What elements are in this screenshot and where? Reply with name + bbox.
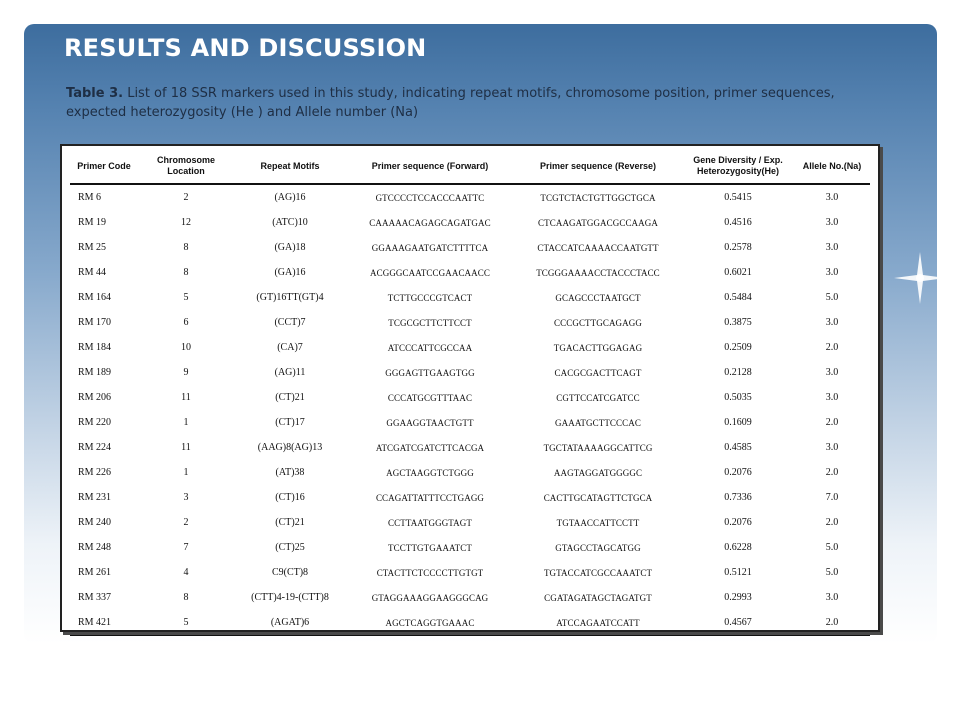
forward-primer-cell: ACGGGCAATCCGAACAACC [370,267,490,278]
repeat-motif-cell: (CT)17 [275,417,305,428]
heterozygosity-cell: 0.2993 [724,592,752,603]
reverse-primer-cell: CGTTCCATCGATCC [556,392,640,403]
allele-number-cell: 3.0 [825,267,839,278]
primer-code-cell: RM 206 [78,392,112,403]
primer-code-cell: RM 224 [78,442,112,453]
forward-primer-cell: GTAGGAAAGGAAGGGCAG [371,592,489,603]
table-header-row [70,149,870,184]
primer-code-cell: RM 337 [78,592,112,603]
heterozygosity-cell: 0.2578 [724,242,752,253]
forward-primer-cell: AGCTCAGGTGAAAC [346,610,514,636]
chromosome-cell: 5 [138,610,234,636]
chromosome-cell: 10 [181,342,191,353]
reverse-primer-cell: TGTACCATCGCCAAATCT [543,567,653,578]
forward-primer-cell: CCCATGCGTTTAAC [387,392,473,403]
repeat-motif-cell: (ATC)10 [272,217,308,228]
repeat-motif-cell: (CA)7 [277,342,303,353]
repeat-motif-cell: (GA)16 [274,267,306,278]
reverse-primer-cell: CTACCATCAAAACCAATGTT [537,242,659,253]
caption-label: Table 3. [66,86,124,101]
primer-code-cell: RM 189 [78,367,112,378]
primer-code-cell: RM 19 [78,217,107,228]
allele-number-cell: 2.0 [825,417,839,428]
header-chromosome-location: Chromosome Location [138,149,234,184]
header-gene-diversity: Gene Diversity / Exp. Heterozygosity(He) [682,149,794,184]
primer-code-cell: RM 231 [78,492,112,503]
table-row [70,260,870,285]
forward-primer-cell: GTCCCCTCCACCCAATTC [375,192,485,203]
allele-number-cell: 3.0 [825,217,839,228]
forward-primer-cell: TCGCGCTTCTTCCT [388,317,472,328]
reverse-primer-cell: CGATAGATAGCTAGATGT [544,592,652,603]
heterozygosity-cell: 0.4585 [724,442,752,453]
primer-code-cell: RM 248 [78,542,112,553]
chromosome-cell: 7 [183,542,189,553]
repeat-motif-cell: (CT)21 [275,392,305,403]
heterozygosity-cell: 0.2128 [724,367,752,378]
primer-code-cell: RM 44 [78,267,107,278]
allele-number-cell: 2.0 [825,517,839,528]
forward-primer-cell: GGAAGGTAACTGTT [386,417,474,428]
repeat-motif-cell: (GA)18 [274,242,306,253]
forward-primer-cell: TCCTTGTGAAATCT [388,542,472,553]
primer-code-cell: RM 261 [78,567,112,578]
primer-code-cell: RM 220 [78,417,112,428]
allele-number-cell: 3.0 [825,192,839,203]
table-row [70,184,870,210]
primer-code-cell: RM 25 [78,242,107,253]
chromosome-cell: 11 [181,392,191,403]
sparkle-icon [890,248,950,308]
caption-text: List of 18 SSR markers used in this study, indicating repeat motifs, chromosome position, primer sequences, expected heterozygosity (He ) and Allele number (Na) [66,86,835,120]
heterozygosity-cell: 0.1609 [724,417,752,428]
reverse-primer-cell: CACGCGACTTCAGT [554,367,642,378]
chromosome-cell: 9 [183,367,189,378]
allele-number-cell: 7.0 [825,492,839,503]
chromosome-cell: 5 [183,292,189,303]
table-row [70,510,870,535]
reverse-primer-cell: TGACACTTGGAGAG [553,342,643,353]
allele-number-cell: 5.0 [825,567,839,578]
forward-primer-cell: AGCTAAGGTCTGGG [386,467,474,478]
chromosome-cell: 8 [183,242,189,253]
heterozygosity-cell: 0.6228 [724,542,752,553]
reverse-primer-cell: GTAGCCTAGCATGG [555,542,641,553]
reverse-primer-cell: CCCGCTTGCAGAGG [554,317,642,328]
forward-primer-cell: ATCGATCGATCTTCACGA [375,442,485,453]
primer-code-cell: RM 184 [78,342,112,353]
table-row [70,585,870,610]
heterozygosity-cell: 0.2076 [724,517,752,528]
table-row [70,560,870,585]
repeat-motif-cell: (CT)21 [275,517,305,528]
heterozygosity-cell: 0.2509 [724,342,752,353]
table-row [70,610,870,636]
forward-primer-cell: GGGAGTTGAAGTGG [385,367,475,378]
table-row [70,310,870,335]
heterozygosity-cell: 0.4567 [682,610,794,636]
heterozygosity-cell: 0.5121 [724,567,752,578]
chromosome-cell: 8 [183,267,189,278]
reverse-primer-cell: CTCAAGATGGACGCCAAGA [538,217,658,228]
primer-code-cell: RM 226 [78,467,112,478]
slide-title: RESULTS AND DISCUSSION [64,34,427,62]
table-row [70,460,870,485]
allele-number-cell: 3.0 [825,592,839,603]
repeat-motif-cell: (AGAT)6 [234,610,346,636]
table-row [70,410,870,435]
heterozygosity-cell: 0.6021 [724,267,752,278]
reverse-primer-cell: TCGTCTACTGTTGGCTGCA [540,192,656,203]
header-primer-forward: Primer sequence (Forward) [346,149,514,184]
forward-primer-cell: CCAGATTATTTCCTGAGG [375,492,485,503]
heterozygosity-cell: 0.2076 [724,467,752,478]
allele-number-cell: 2.0 [794,610,870,636]
repeat-motif-cell: (CT)16 [275,492,305,503]
reverse-primer-cell: TGTAACCATTCCTT [556,517,640,528]
chromosome-cell: 2 [183,517,189,528]
table-row [70,285,870,310]
chromosome-cell: 11 [181,442,191,453]
forward-primer-cell: CTACTTCTCCCCTTGTGT [376,567,484,578]
header-allele-number: Allele No.(Na) [794,149,870,184]
reverse-primer-cell: GAAATGCTTCCCAC [555,417,641,428]
reverse-primer-cell: TCGGGAAAACCTACCCTACC [536,267,660,278]
table-row [70,535,870,560]
allele-number-cell: 3.0 [825,242,839,253]
repeat-motif-cell: C9(CT)8 [271,567,309,578]
primer-code-cell: RM 6 [78,192,102,203]
repeat-motif-cell: (CT)25 [275,542,305,553]
reverse-primer-cell: AAGTAGGATGGGGC [553,467,643,478]
allele-number-cell: 5.0 [825,542,839,553]
table-row [70,360,870,385]
heterozygosity-cell: 0.4516 [724,217,752,228]
forward-primer-cell: TCTTGCCCGTCACT [387,292,473,303]
allele-number-cell: 5.0 [825,292,839,303]
heterozygosity-cell: 0.3875 [724,317,752,328]
primer-code-cell: RM 421 [70,610,138,636]
reverse-primer-cell: TGCTATAAAAGGCATTCG [543,442,653,453]
chromosome-cell: 6 [183,317,189,328]
allele-number-cell: 3.0 [825,392,839,403]
primer-code-cell: RM 240 [78,517,112,528]
reverse-primer-cell: GCAGCCCTAATGCT [555,292,641,303]
table-row [70,235,870,260]
table-row [70,335,870,360]
chromosome-cell: 2 [183,192,189,203]
allele-number-cell: 2.0 [825,342,839,353]
reverse-primer-cell: CACTTGCATAGTTCTGCA [543,492,653,503]
chromosome-cell: 1 [183,417,189,428]
reverse-primer-cell: ATCCAGAATCCATT [514,610,682,636]
primer-code-cell: RM 170 [78,317,112,328]
heterozygosity-cell: 0.7336 [724,492,752,503]
repeat-motif-cell: (AAG)8(AG)13 [257,442,323,453]
repeat-motif-cell: (CTT)4-19-(CTT)8 [251,592,329,603]
allele-number-cell: 2.0 [825,467,839,478]
table-header [70,149,870,184]
table-row [70,485,870,510]
repeat-motif-cell: (AG)11 [274,367,306,378]
ssr-marker-table [70,149,870,636]
heterozygosity-cell: 0.5415 [724,192,752,203]
forward-primer-cell: ATCCCATTCGCCAA [387,342,473,353]
heterozygosity-cell: 0.5484 [724,292,752,303]
allele-number-cell: 3.0 [825,317,839,328]
chromosome-cell: 12 [181,217,191,228]
repeat-motif-cell: (CCT)7 [274,317,306,328]
chromosome-cell: 3 [183,492,189,503]
repeat-motif-cell: (GT)16TT(GT)4 [256,292,324,303]
table-row [70,210,870,235]
primer-code-cell: RM 164 [78,292,112,303]
forward-primer-cell: CCTTAATGGGTAGT [388,517,472,528]
table-row [70,385,870,410]
allele-number-cell: 3.0 [825,367,839,378]
table-body [70,184,870,636]
header-repeat-motifs: Repeat Motifs [234,149,346,184]
table-row [70,435,870,460]
header-primer-code: Primer Code [70,149,138,184]
forward-primer-cell: GGAAAGAATGATCTTTTCA [371,242,489,253]
repeat-motif-cell: (AG)16 [274,192,306,203]
header-primer-reverse: Primer sequence (Reverse) [514,149,682,184]
chromosome-cell: 8 [183,592,189,603]
repeat-motif-cell: (AT)38 [275,467,305,478]
ssr-table-panel [60,144,880,632]
allele-number-cell: 3.0 [825,442,839,453]
table-caption [66,84,886,122]
chromosome-cell: 1 [183,467,189,478]
heterozygosity-cell: 0.5035 [724,392,752,403]
forward-primer-cell: CAAAAACAGAGCAGATGAC [369,217,491,228]
chromosome-cell: 4 [183,567,189,578]
